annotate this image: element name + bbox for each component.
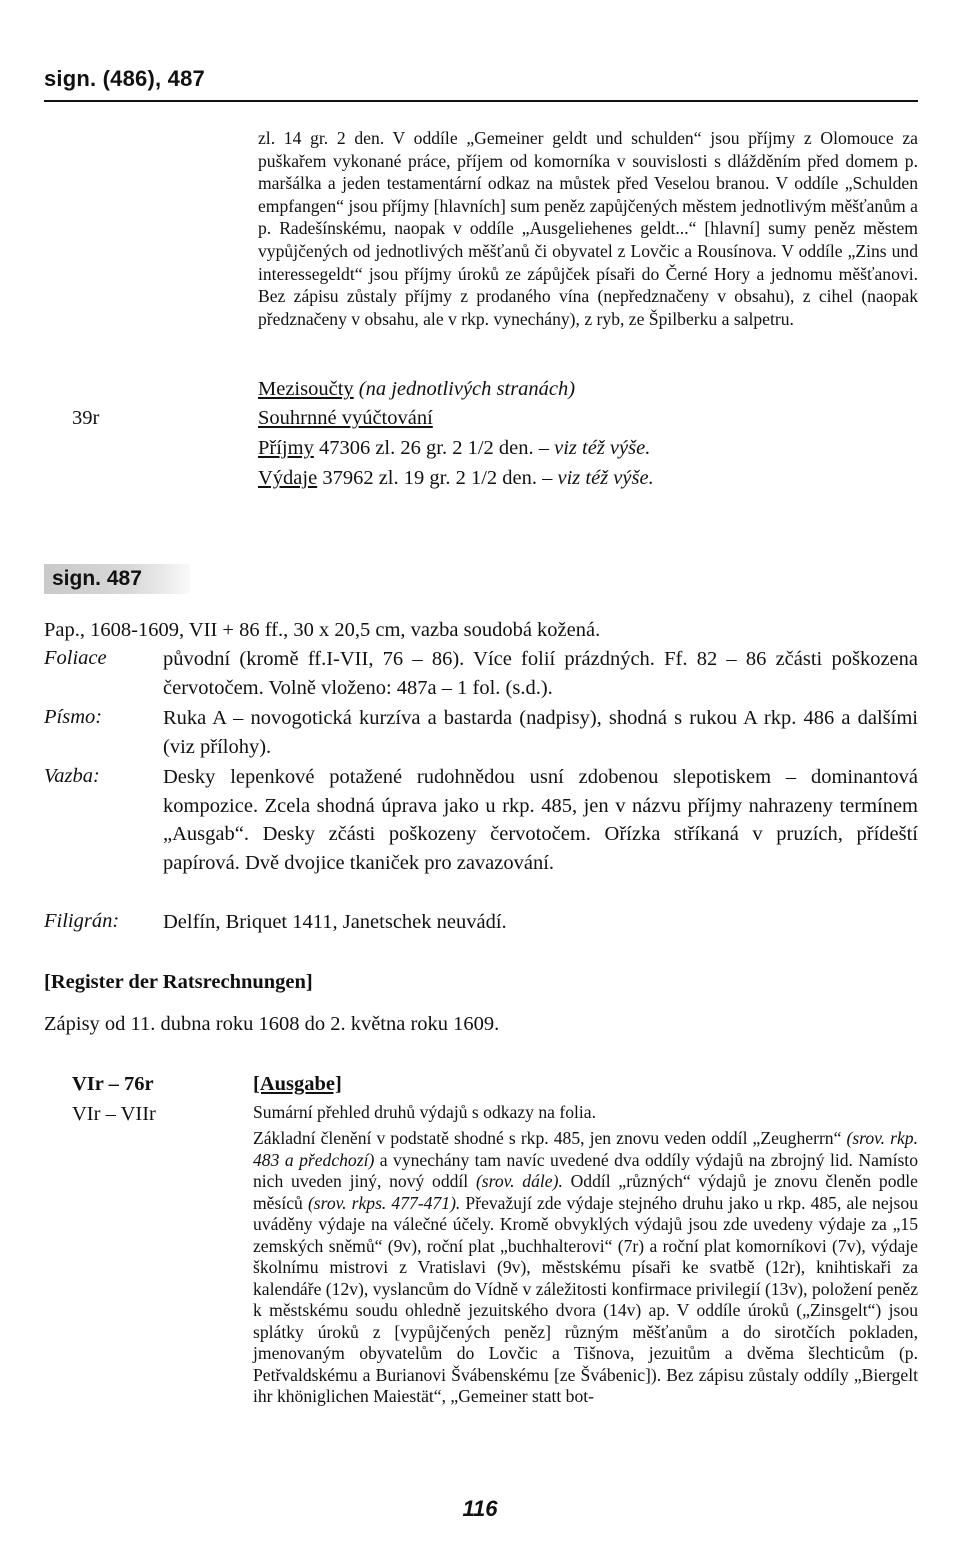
- ausgabe-heading: [Ausgabe]: [253, 1073, 342, 1095]
- vazba-label: Vazba:: [44, 765, 100, 787]
- prijmy-value: 47306 zl. 26 gr. 2 1/2 den. –: [313, 437, 555, 459]
- vydaje-note: viz též výše.: [557, 467, 654, 489]
- vazba-text: Desky lepenkové potažené rudohnědou usní zdobenou slepotiskem – dominantová kompozice. Zcela shodná úprava jako u rkp. 485, jen v názvu příjmy nahrazeny termínem „Ausgab“. Desky zčásti poškozeny červotočem. Ořízka stříkaná v pruzích, přídeští papírová. Dvě dvojice tkaniček pro zavazování.: [163, 766, 918, 874]
- register-title: [Register der Ratsrechnungen]: [44, 971, 313, 993]
- para-part-2: a vynechány tam navíc uvedené dva oddíly výdajů na zbrojný lid. Namísto nich uveden jiný, nový oddíl: [253, 1149, 918, 1191]
- running-head: sign. (486), 487: [44, 66, 205, 91]
- prijmy-note: viz též výše.: [554, 437, 651, 459]
- mezisoucty-line: [258, 377, 575, 401]
- pismo-text: Ruka A – novogotická kurzíva a bastarda (nadpisy), shodná s rukou A rkp. 486 a dalšími (viz přílohy).: [163, 707, 918, 758]
- folio-39r: 39r: [72, 407, 100, 429]
- para-ref-1: (srov. rkp. 483 a předchozí): [253, 1128, 918, 1170]
- folio-range-sub: VIr – VIIr: [72, 1103, 156, 1125]
- sign-badge: sign. 487: [44, 564, 190, 594]
- souhrnne-line: [258, 406, 433, 430]
- page-number: 116: [462, 1496, 498, 1521]
- para-part-1: Základní členění v podstatě shodné s rkp. 485, jen znovu veden oddíl „Zeugherrn“: [253, 1128, 847, 1148]
- foliace-text: původní (kromě ff.I-VII, 76 – 86). Více folií prázdných. Ff. 82 – 86 zčásti poškozena červotočem. Volně vloženo: 487a – 1 fol. (s.d.).: [163, 648, 918, 699]
- souhrnne-label: Souhrnné vyúčtování: [258, 407, 433, 429]
- foliace-label: Foliace: [44, 647, 107, 669]
- prijmy-line: [258, 436, 650, 460]
- filigran-text: Delfín, Briquet 1411, Janetschek neuvádí.: [163, 911, 507, 933]
- para-ref-2: (srov. dále).: [475, 1171, 563, 1191]
- prijmy-label: Příjmy: [258, 437, 314, 459]
- folio-range-main: VIr – 76r: [72, 1073, 154, 1095]
- vydaje-line: [258, 466, 654, 490]
- top-paragraph: zl. 14 gr. 2 den. V oddíle „Gemeiner geldt und schulden“ jsou příjmy z Olomouce za puškařem vykonané práce, příjem od komorníka v souvislosti s dlážděním před domem p. maršálka a jeden testamentární odkaz na můstek před Veselou branou. V oddíle „Schulden empfangen“ jsou příjmy [hlavních] sum peněz zapůjčených městem jednotlivým měšťanům a p. Radešínskému, naopak v oddíle „Ausgeliehenes geldt...“ [hlavní] sumy peněz městem vypůjčených od jednotlivých měšťanů či obyvatel z Lovčic a Rousínova. V oddíle „Zins und interessegeldt“ jsou příjmy úroků ze zápůjček písaři do Černé Hory a jednomu měšťanovi. Bez zápisu zůstaly příjmy z prodaného vína (nepředznačeny v obsahu), z cihel (naopak předznačeny v obsahu, ale v rkp. vynechány), z ryb, ze Špilberku a salpetru.: [258, 128, 918, 329]
- mezisoucty-note: (na jednotlivých stranách): [358, 378, 576, 400]
- filigran-label: Filigrán:: [44, 910, 120, 932]
- para-part-4: Převažují zde výdaje stejného druhu jako u rkp. 485, ale nejsou uváděny výdaje na válečné účely. Kromě obvyklých výdajů jsou zde uvedeny výdaje za „15 zemských sněmů“ (9v), roční plat „buchhalterovi“ (7r) a roční plat komorníkovi (7v), výdaje školnímu mistrovi z Vratislavi (9v), městskému písaři ke svatbě (12r), knihtiskaři za kalendáře (12v), vyslancům do Vídně v záležitosti konfirmace privilegií (13v), položení peněz k městskému soudu ohledně jezuitského dvora (14v) ap. V oddíle úroků („Zinsgelt“) jsou splátky úroků z [vypůjčených peněz] různým měšťanům a do sirotčích pokladen, jmenovaným obyvatelům do Lovčic a Tišnova, jezuitům a dvěma šlechticům (p. Petřvaldskému a Burianovi Švábenskému [ze Švábenic]). Bez zápisu zůstaly oddíly „Biergelt ihr khöniglichen Maiestät“, „Gemeiner statt bot-: [253, 1192, 918, 1406]
- header-rule: [44, 100, 918, 102]
- pap-line: Pap., 1608-1609, VII + 86 ff., 30 x 20,5 cm, vazba soudobá kožená.: [44, 619, 601, 641]
- sumary-line: Sumární přehled druhů výdajů s odkazy na folia.: [253, 1102, 596, 1122]
- ausgabe-paragraph: [253, 1128, 918, 1408]
- register-records: Zápisy od 11. dubna roku 1608 do 2. května roku 1609.: [44, 1013, 500, 1035]
- para-part-3: Oddíl „různých“ výdajů je znovu členěn podle měsíců: [253, 1171, 918, 1213]
- para-ref-3: (srov. rkps. 477-471).: [307, 1192, 461, 1213]
- vydaje-label: Výdaje: [258, 467, 318, 489]
- pismo-label: Písmo:: [44, 706, 103, 728]
- mezisoucty-label: Mezisoučty: [258, 378, 354, 400]
- vydaje-value: 37962 zl. 19 gr. 2 1/2 den. –: [317, 467, 558, 489]
